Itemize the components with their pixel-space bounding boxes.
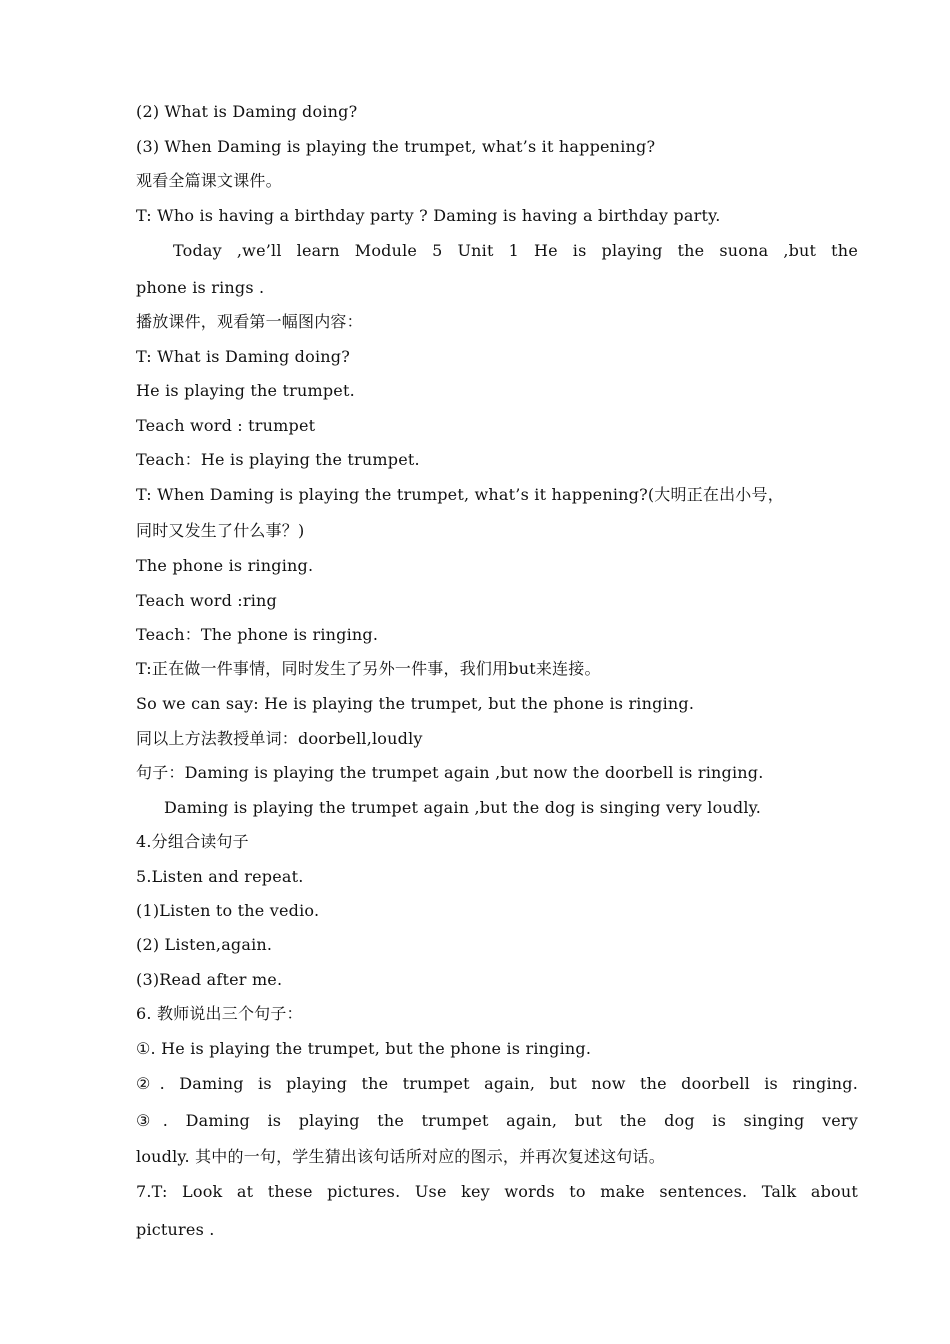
instruction-first-picture: 播放课件，观看第一幅图内容：	[136, 312, 363, 331]
teach-word-ring: Teach word :ring	[136, 591, 277, 610]
vocabulary-line: 同以上方法教授单词：doorbell,loudly	[136, 729, 423, 748]
instruction-watch-courseware: 观看全篇课文课件。	[136, 171, 282, 190]
answer-line: He is playing the trumpet.	[136, 381, 355, 400]
question-2: (2) What is Daming doing?	[136, 102, 358, 121]
sentence-2: ②. Daming is playing the trumpet again, but now the doorbell is ringing.	[136, 1074, 858, 1093]
sentence-3: ③. Daming is playing the trumpet again, but the dog is singing very	[136, 1111, 858, 1130]
step-5-item-3: (3)Read after me.	[136, 970, 283, 989]
step-7-continued: pictures .	[136, 1220, 215, 1239]
teacher-explanation-but: T:正在做一件事情，同时发生了另外一件事，我们用but来连接。	[136, 659, 601, 678]
question-3: (3) When Daming is playing the trumpet, what’s it happening?	[136, 137, 656, 156]
sentence-dog: Daming is playing the trumpet again ,but the dog is singing very loudly.	[164, 798, 762, 817]
example-sentence: So we can say: He is playing the trumpet, but the phone is ringing.	[136, 694, 695, 713]
answer-phone-ringing: The phone is ringing.	[136, 556, 314, 575]
step-5: 5.Listen and repeat.	[136, 867, 304, 886]
step-5-item-1: (1)Listen to the vedio.	[136, 901, 320, 920]
sentence-3-continued: loudly. 其中的一句，学生猜出该句话所对应的图示，并再次复述这句话。	[136, 1147, 665, 1166]
teacher-question: T: What is Daming doing?	[136, 347, 351, 366]
step-5-item-2: (2) Listen,again.	[136, 935, 273, 954]
teacher-question-continued: 同时又发生了什么事？)	[136, 521, 305, 540]
teacher-question-happening: T: When Daming is playing the trumpet, what’s it happening?(大明正在出小号，	[136, 485, 784, 504]
teach-sentence-ring: Teach：The phone is ringing.	[136, 625, 379, 644]
sentence-1: ①. He is playing the trumpet, but the phone is ringing.	[136, 1039, 592, 1058]
sentence-doorbell: 句子：Daming is playing the trumpet again ,but now the doorbell is ringing.	[136, 763, 764, 782]
step-4: 4.分组合读句子	[136, 832, 249, 851]
step-7: 7.T: Look at these pictures. Use key words to make sentences. Talk about	[136, 1182, 858, 1201]
teach-word-trumpet: Teach word : trumpet	[136, 416, 316, 435]
teacher-line-birthday: T: Who is having a birthday party ? Daming is having a birthday party.	[136, 206, 721, 225]
teach-sentence-trumpet: Teach：He is playing the trumpet.	[136, 450, 420, 469]
intro-line-continued: phone is rings .	[136, 278, 265, 297]
intro-line: Today ,we’ll learn Module 5 Unit 1 He is playing the suona ,but the	[173, 241, 858, 260]
step-6: 6. 教师说出三个句子：	[136, 1004, 303, 1023]
